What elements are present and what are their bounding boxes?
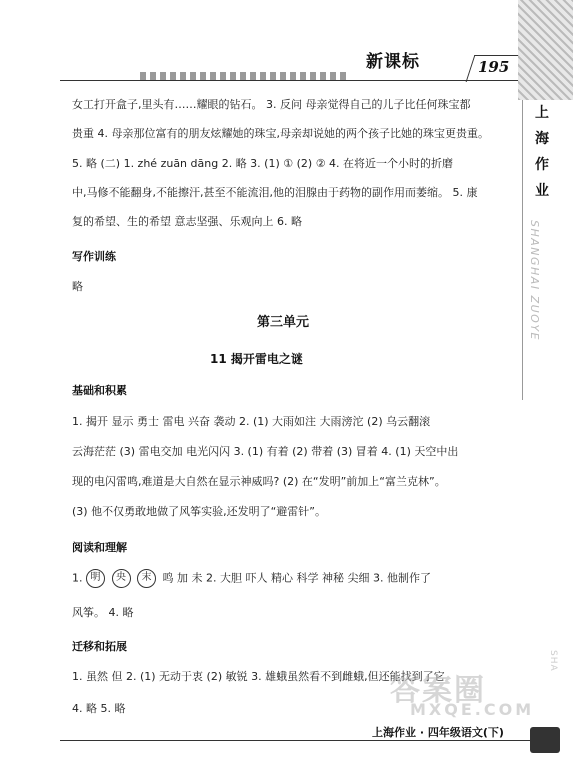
unit-title: 第三单元 bbox=[257, 315, 310, 330]
text-line: (3) 他不仅勇敢地做了风筝实验,还发明了“避雷针”。 bbox=[72, 505, 326, 518]
lesson-title: 11 揭开雷电之谜 bbox=[210, 352, 303, 366]
reading-line-1 bbox=[72, 569, 431, 588]
footer-badge bbox=[530, 727, 560, 753]
text-line: 云海茫茫 (3) 雷电交加 电光闪闪 3. (1) 有着 (2) 带着 (3) 冒着 4. (1) 天空中出 bbox=[72, 445, 459, 458]
side-pinyin-bottom: SHA bbox=[548, 650, 558, 672]
circled-char: 明 bbox=[86, 569, 105, 588]
text-line: 1. 揭开 显示 勇士 雷电 兴奋 袭动 2. (1) 大雨如注 大雨滂沱 (2) 乌云翻滚 bbox=[72, 415, 431, 428]
text-line: 现的电闪雷鸣,难道是大自然在显示神威吗? (2) 在“发明”前加上“富兰克林”。 bbox=[72, 475, 446, 488]
text-line: 风筝。 4. 略 bbox=[72, 606, 134, 619]
side-pinyin: SHANGHAI ZUOYE bbox=[528, 220, 541, 341]
side-texture bbox=[518, 0, 573, 100]
writing-answer: 略 bbox=[72, 280, 83, 293]
section-heading-basics: 基础和积累 bbox=[72, 384, 127, 397]
footer-rule bbox=[60, 740, 530, 741]
circled-char: 末 bbox=[137, 569, 156, 588]
text-line: 1. 虽然 但 2. (1) 无动于衷 (2) 敏锐 3. 雄蛾虽然看不到雌蛾,但还能找到了它 bbox=[72, 670, 445, 683]
page-number: 195 bbox=[478, 58, 510, 76]
section-heading-reading: 阅读和理解 bbox=[72, 541, 127, 554]
brand-title: 新课标 bbox=[366, 52, 420, 72]
header-dash-pattern bbox=[140, 72, 350, 80]
section-heading-transfer: 迁移和拓展 bbox=[72, 640, 127, 653]
side-title bbox=[530, 100, 554, 204]
text-line: 中,马修不能翻身,不能擦汗,甚至不能流泪,他的泪腺由于药物的副作用而萎缩。 5. 康 bbox=[72, 186, 478, 199]
text-line: 贵重 4. 母亲那位富有的朋友炫耀她的珠宝,母亲却说她的两个孩子比她的珠宝更贵重。 bbox=[72, 127, 489, 140]
section-heading-writing: 写作训练 bbox=[72, 250, 116, 263]
side-title-text: 上海作业 bbox=[535, 105, 549, 199]
circled-char: 央 bbox=[112, 569, 131, 588]
item-number: 1. bbox=[72, 571, 83, 585]
watermark-logo: 答案圈 bbox=[390, 673, 486, 708]
text-line: 女工打开盒子,里头有……耀眼的钻石。 3. 反问 母亲觉得自己的儿子比任何珠宝都 bbox=[72, 98, 471, 111]
text-line: 5. 略 (二) 1. zhé zuān dāng 2. 略 3. (1) ① (2) ② 4. 在将近一个小时的折磨 bbox=[72, 157, 454, 170]
reading-line-rest: 鸣 加 未 2. 大胆 吓人 精心 科学 神秘 尖细 3. 他制作了 bbox=[162, 571, 431, 585]
text-line: 4. 略 5. 略 bbox=[72, 702, 126, 715]
text-line: 复的希望、生的希望 意志坚强、乐观向上 6. 略 bbox=[72, 215, 302, 228]
watermark-url: MXQE.COM bbox=[410, 700, 535, 719]
footer-text: 上海作业 · 四年级语文(下) bbox=[372, 726, 504, 739]
